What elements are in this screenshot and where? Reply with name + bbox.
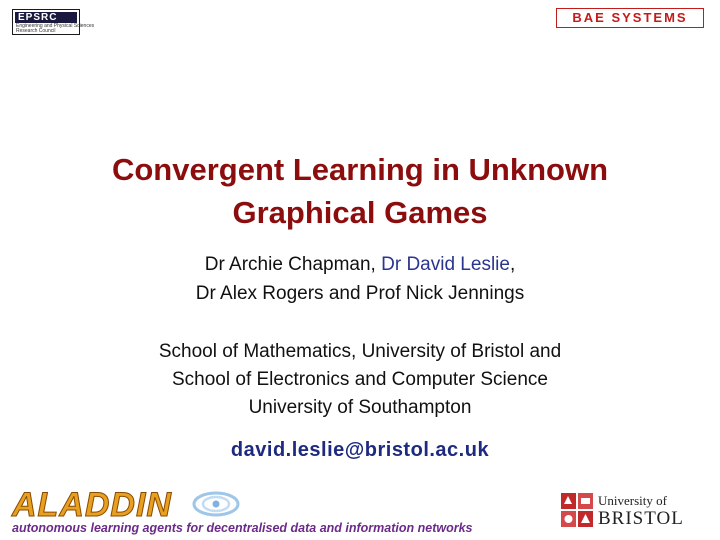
author-leslie: Dr David Leslie bbox=[381, 254, 510, 275]
affiliation-line-2: School of Electronics and Computer Science bbox=[172, 369, 548, 390]
affiliation-line-1: School of Mathematics, University of Bristol and bbox=[158, 341, 562, 362]
authors bbox=[20, 250, 700, 308]
aladdin-tagline: autonomous learning agents for decentralised data and information networks bbox=[12, 521, 473, 535]
epsrc-logo bbox=[12, 9, 95, 35]
aladdin-logo bbox=[8, 488, 498, 538]
bristol-logo-line-1: University of bbox=[598, 493, 667, 508]
author-chapman: Dr Archie Chapman, bbox=[204, 254, 382, 275]
bristol-crest-icon bbox=[560, 492, 594, 528]
contact-email[interactable]: david.leslie@bristol.ac.uk bbox=[230, 439, 490, 461]
aladdin-swirl-icon bbox=[186, 490, 242, 518]
title-line-1: Convergent Learning in Unknown bbox=[111, 152, 608, 187]
university-of-bristol-logo bbox=[560, 490, 688, 532]
affiliation-line-3: University of Southampton bbox=[248, 397, 472, 418]
author-separator: , bbox=[509, 254, 516, 275]
authors-line-1 bbox=[20, 250, 700, 279]
slide-title bbox=[20, 148, 700, 234]
authors-line-2: Dr Alex Rogers and Prof Nick Jennings bbox=[195, 283, 525, 304]
bae-systems-logo: BAE SYSTEMS bbox=[556, 8, 704, 28]
epsrc-logo-text: EPSRC bbox=[15, 12, 77, 23]
affiliation bbox=[20, 338, 700, 422]
aladdin-logo-word: ALADDIN bbox=[12, 486, 172, 524]
bristol-logo-line-2: BRISTOL bbox=[598, 508, 684, 529]
epsrc-logo-subtitle: Engineering and Physical Sciences Research Council bbox=[16, 23, 95, 34]
title-line-2: Graphical Games bbox=[232, 195, 488, 230]
